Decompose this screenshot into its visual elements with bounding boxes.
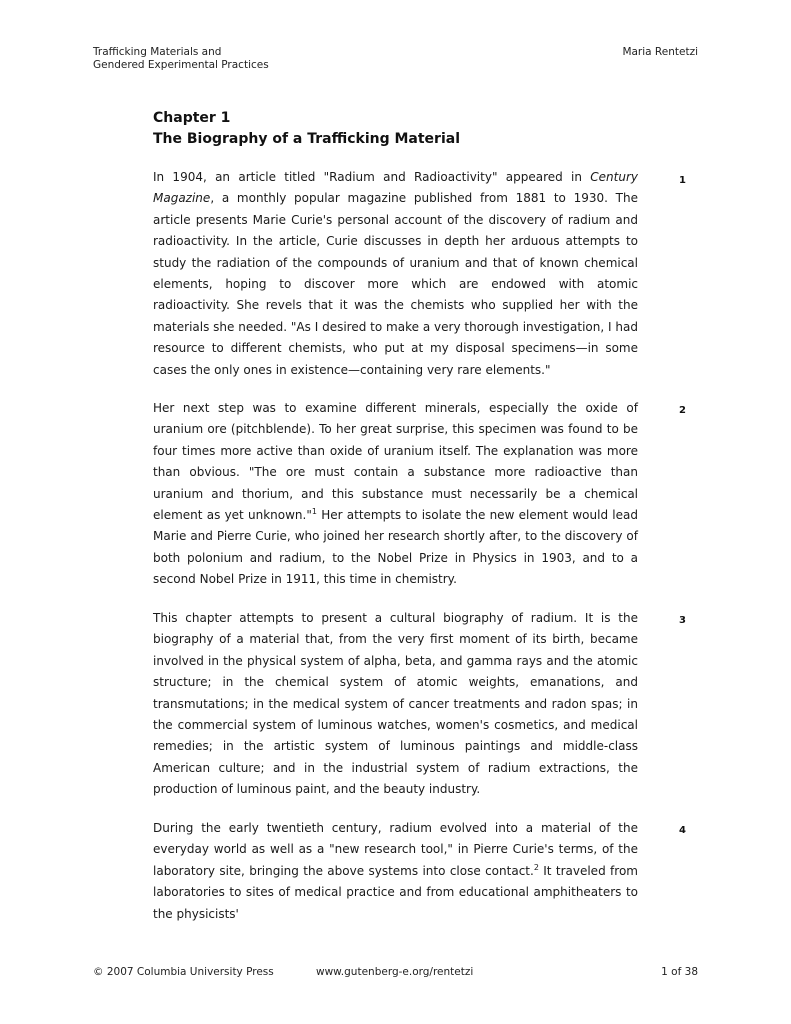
header-title-line-1: Trafficking Materials and <box>93 46 222 58</box>
paragraph-number-4: 4 <box>679 825 686 836</box>
running-header-author: Maria Rentetzi <box>622 46 698 58</box>
paragraph-2: Her next step was to examine different minerals, especially the oxide of uranium ore (pitchblende). To her great surprise, this specimen was found to be four times more active than oxide of uranium itself. The explanation was more than obvious. "The ore must contain a substance more radioactive than uranium and thorium, and this substance must necessarily be a chemical element as yet unknown."$^1$ Her attempts to isolate the new element would lead Marie and Pierre Curie, who joined her research shortly after, to the discovery of both polonium and radium, to the Nobel Prize in Physics in 1903, and to a second Nobel Prize in 1911, this time in chemistry. <box>153 401 638 587</box>
paragraph-number-1: 1 <box>679 175 686 186</box>
magazine-title: Century Magazine <box>153 170 638 206</box>
footer-copyright: © 2007 Columbia University Press <box>93 966 274 978</box>
footnote-ref-1[interactable]: 1 <box>311 507 317 517</box>
chapter-heading <box>153 108 460 150</box>
chapter-number: Chapter 1 <box>153 110 231 126</box>
paragraph-number-3: 3 <box>679 615 686 626</box>
chapter-title: The Biography of a Trafficking Material <box>153 131 461 147</box>
footer-page-number: 1 of 38 <box>661 966 698 978</box>
paragraph-number-2: 2 <box>679 405 686 416</box>
paragraph-3: This chapter attempts to present a cultural biography of radium. It is the biography of a material that, from the very first moment of its birth, became involved in the physical system of alpha, beta, and gamma rays and the atomic structure; in the chemical system of atomic weights, emanations, and transmutations; in the medical system of cancer treatments and radon spas; in the commercial system of luminous watches, women's cosmetics, and medical remedies; in the artistic system of luminous paintings and middle-class American culture; and in the industrial system of radium extractions, the production of luminous paint, and the beauty industry. <box>153 611 638 797</box>
paragraph-4: During the early twentieth century, radium evolved into a material of the everyday world as well as a "new research tool," in Pierre Curie's terms, of the laboratory site, bringing the above systems into close contact.$^2$ It traveled from laboratories to sites of medical practice and from educational amphitheaters to the physicists' <box>153 821 638 921</box>
footer-url[interactable]: www.gutenberg-e.org/rentetzi <box>316 966 474 978</box>
paragraph-1: In 1904, an article titled "Radium and Radioactivity" appeared in Century Magazine, a monthly popular magazine published from 1881 to 1930. The article presents Marie Curie's personal account of the discovery of radium and radioactivity. In the article, Curie discusses in depth her arduous attempts to study the radiation of the compounds of uranium and that of known chemical elements, hoping to discover more which are endowed with atomic radioactivity. She revels that it was the chemists who supplied her with the materials she needed. "As I desired to make a very thorough investigation, I had resource to different chemists, who put at my disposal specimens—in some cases the only ones in existence—containing very rare elements." <box>153 170 638 377</box>
footnote-ref-2[interactable]: 2 <box>533 862 539 872</box>
header-title-line-2: Gendered Experimental Practices <box>93 59 269 71</box>
running-header-title <box>93 46 269 72</box>
